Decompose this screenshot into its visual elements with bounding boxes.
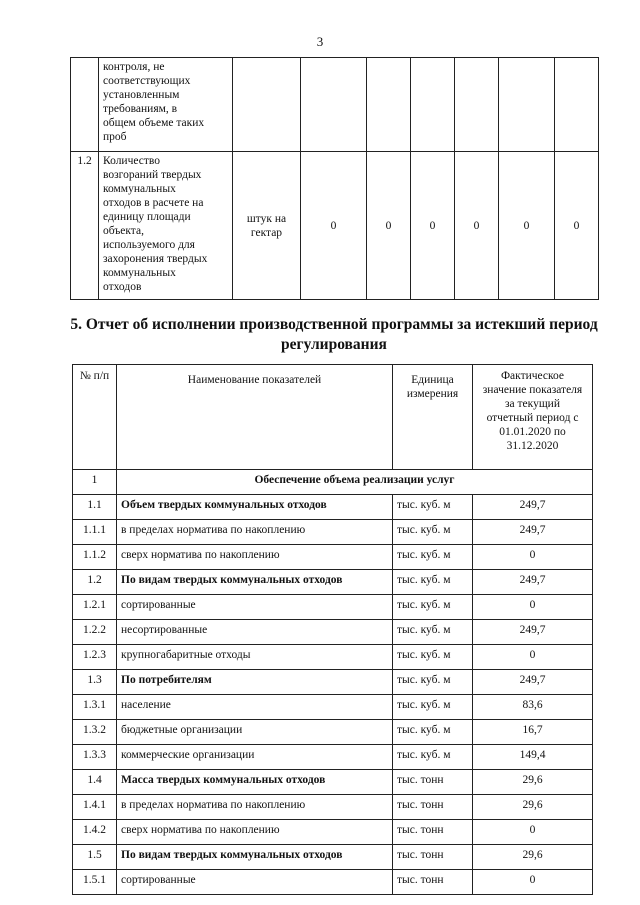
header-number: № п/п [73,365,117,470]
unit-cell: тыс. куб. м [393,545,473,570]
row-number: 1.1.2 [73,545,117,570]
indicators-table-continuation [70,57,599,300]
table-row [73,570,593,595]
table-row [73,545,593,570]
header-unit: Единица измерения [393,365,473,470]
unit-cell: тыс. тонн [393,820,473,845]
value-cell: 0 [411,152,455,300]
table-row [73,645,593,670]
row-number: 1 [73,470,117,495]
value-cell: 0 [473,545,593,570]
value-cell: 0 [473,595,593,620]
value-cell: 0 [499,152,555,300]
table-row [73,820,593,845]
unit-cell: тыс. куб. м [393,595,473,620]
unit-cell: тыс. тонн [393,770,473,795]
value-cell: 0 [367,152,411,300]
unit-cell: тыс. куб. м [393,520,473,545]
table-row [73,845,593,870]
value-cell: 0 [455,152,499,300]
section-heading: Обеспечение объема реализации услуг [117,470,593,495]
page-number: 3 [316,34,324,49]
indicator-name: Объем твердых коммунальных отходов [117,495,393,520]
value-cell: 249,7 [473,670,593,695]
value-cell: 29,6 [473,795,593,820]
indicator-name: коммерческие организации [117,745,393,770]
value-cell: 0 [473,820,593,845]
row-number: 1.3.1 [73,695,117,720]
value-cell: 83,6 [473,695,593,720]
unit-cell: штук на гектар [233,152,301,300]
row-number: 1.4.1 [73,795,117,820]
value-cell: 16,7 [473,720,593,745]
value-cell: 249,7 [473,495,593,520]
indicator-name: сортированные [117,870,393,895]
section-row [73,470,593,495]
value-cell: 249,7 [473,520,593,545]
table-row [71,152,599,300]
value-cell: 0 [301,152,367,300]
row-number: 1.4.2 [73,820,117,845]
section-title: 5. Отчет об исполнении производственной программы за истекший период регулирования [70,316,598,353]
row-number: 1.3.3 [73,745,117,770]
row-number: 1.3.2 [73,720,117,745]
table-row [73,745,593,770]
unit-cell: тыс. куб. м [393,645,473,670]
indicator-name: Масса твердых коммунальных отходов [117,770,393,795]
row-number: 1.3 [73,670,117,695]
table-row [73,720,593,745]
production-program-report-table [72,364,593,895]
unit-cell: тыс. куб. м [393,620,473,645]
row-number: 1.4 [73,770,117,795]
value-cell: 249,7 [473,570,593,595]
header-indicator-name: Наименование показателей [117,365,393,470]
table-row [73,520,593,545]
table-row [73,620,593,645]
indicator-name: сортированные [117,595,393,620]
value-cell: 29,6 [473,845,593,870]
unit-cell: тыс. куб. м [393,695,473,720]
table-header-row [73,365,593,470]
indicator-name-cell: Количество возгораний твердых коммунальных отходов в расчете на единицу площади объекта, используемого для захоронения твердых коммунальных отходов [99,152,233,300]
row-number: 1.1 [73,495,117,520]
indicator-name: По потребителям [117,670,393,695]
row-number: 1.2.3 [73,645,117,670]
value-cell: 149,4 [473,745,593,770]
unit-cell: тыс. куб. м [393,670,473,695]
table-row [73,770,593,795]
table-row [73,695,593,720]
unit-cell: тыс. куб. м [393,495,473,520]
table-row [73,595,593,620]
indicator-name: По видам твердых коммунальных отходов [117,845,393,870]
unit-cell: тыс. куб. м [393,720,473,745]
table-row [73,670,593,695]
value-cell: 29,6 [473,770,593,795]
unit-cell: тыс. куб. м [393,745,473,770]
row-number: 1.5.1 [73,870,117,895]
unit-cell: тыс. тонн [393,795,473,820]
row-number: 1.2 [71,152,99,300]
unit-cell: тыс. куб. м [393,570,473,595]
indicator-name: сверх норматива по накоплению [117,820,393,845]
indicator-name: По видам твердых коммунальных отходов [117,570,393,595]
table-row [71,58,599,152]
indicator-name: сверх норматива по накоплению [117,545,393,570]
row-number: 1.2 [73,570,117,595]
row-number: 1.1.1 [73,520,117,545]
value-cell: 0 [473,645,593,670]
indicator-name-cell: контроля, не соответствующих установленным требованиям, в общем объеме таких проб [99,58,233,152]
indicator-name: в пределах норматива по накоплению [117,520,393,545]
row-number: 1.2.2 [73,620,117,645]
indicator-name: крупногабаритные отходы [117,645,393,670]
row-number: 1.5 [73,845,117,870]
value-cell: 0 [473,870,593,895]
unit-cell: тыс. тонн [393,870,473,895]
header-actual-value: Фактическое значение показателя за текущий отчетный период с 01.01.2020 по 31.12.2020 [473,365,593,470]
unit-cell: тыс. тонн [393,845,473,870]
table-row [73,795,593,820]
indicator-name: несортированные [117,620,393,645]
row-number: 1.2.1 [73,595,117,620]
indicator-name: население [117,695,393,720]
value-cell: 0 [555,152,599,300]
indicator-name: в пределах норматива по накоплению [117,795,393,820]
table-row [73,495,593,520]
table-row [73,870,593,895]
indicator-name: бюджетные организации [117,720,393,745]
value-cell: 249,7 [473,620,593,645]
